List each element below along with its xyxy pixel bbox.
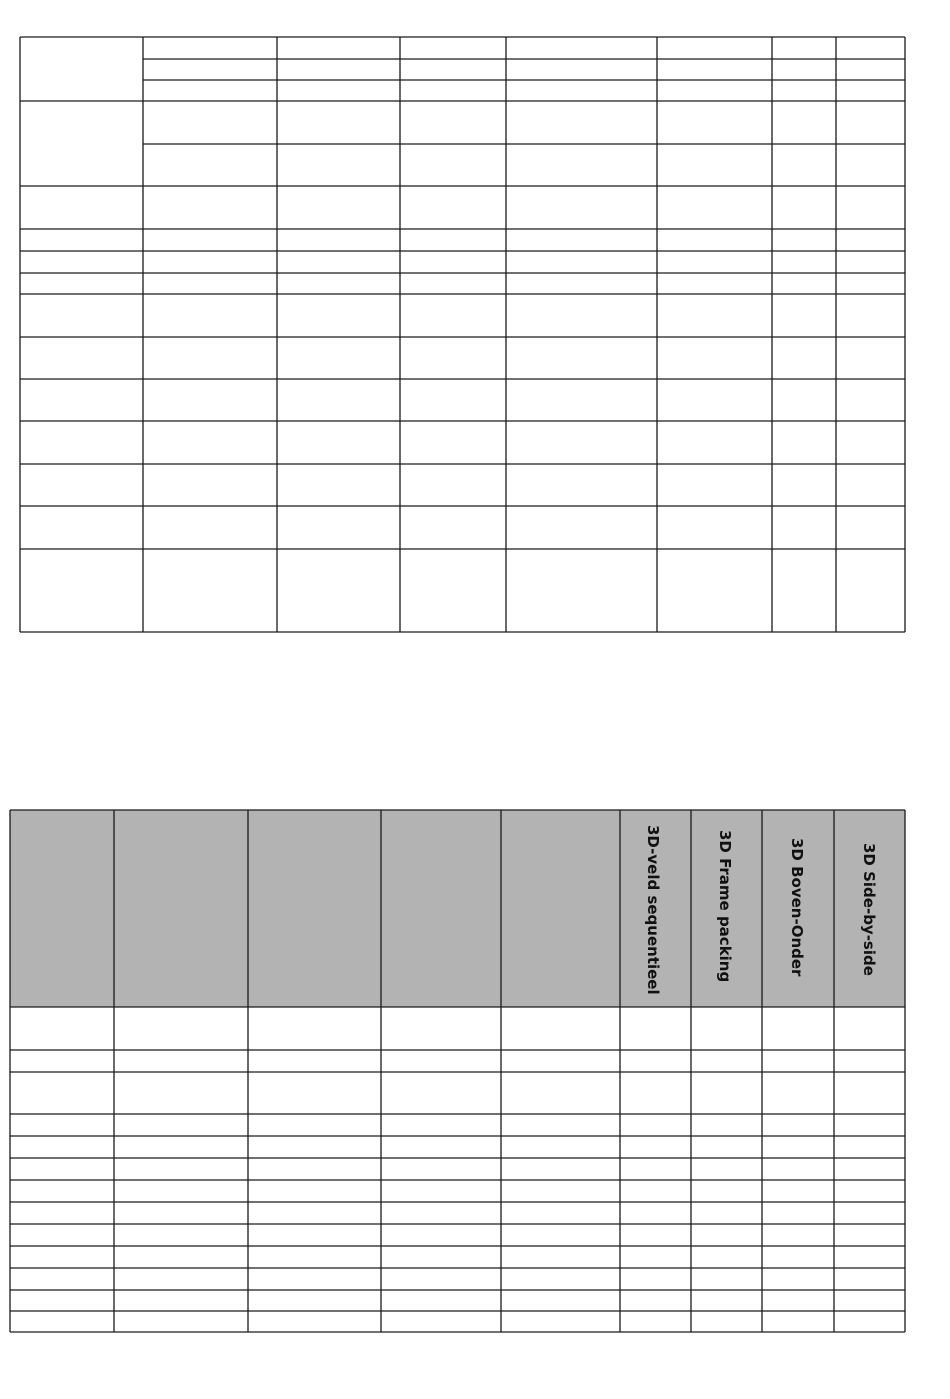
upper-table: [20, 37, 905, 632]
upper-table-gridlines: [20, 37, 905, 632]
lower-table: [10, 810, 905, 1332]
header-3d-field-sequential: 3D-veld sequentieel: [644, 825, 662, 995]
header-3d-top-bottom: 3D Boven-Onder: [788, 838, 806, 977]
lower-table-header-background: [10, 810, 905, 1007]
header-3d-frame-packing: 3D Frame packing: [716, 830, 734, 983]
header-3d-side-by-side: 3D Side-by-side: [860, 843, 878, 976]
